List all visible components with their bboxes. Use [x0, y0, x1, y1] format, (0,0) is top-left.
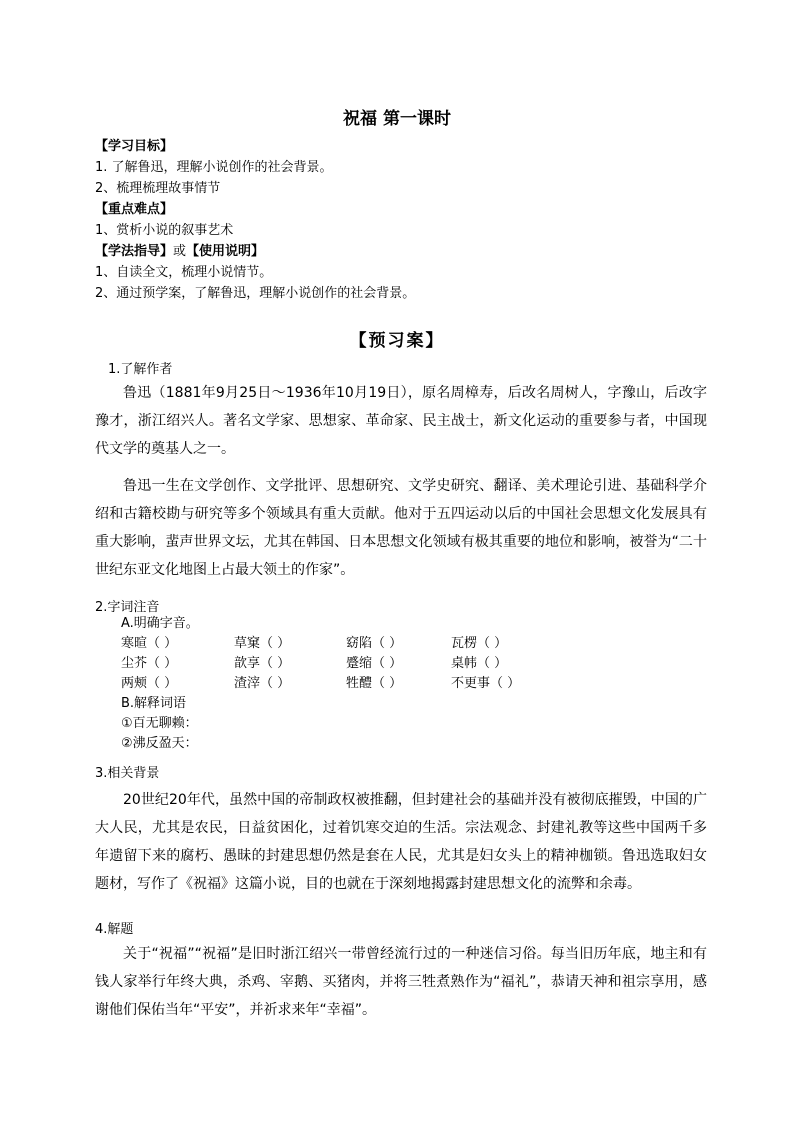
difficulty-label: 【重点难点】: [95, 202, 174, 217]
title-explain-text: 关于“祝福”“祝福”是旧时浙江绍兴一带曾经流行过的一种迷信习俗。每当旧历年底，地主和有钱人家举行年终大典，杀鸡、宰鹅、买猪肉，并将三牲煮熟作为“福礼”，恭请天神和祖宗享用，感谢他们保佑当年“平安”，并祈求来年“幸福”。: [95, 946, 707, 1018]
author-paragraph-1: [95, 379, 707, 463]
vocab-row: [121, 634, 508, 654]
vocab-heading: 2.字词注音: [95, 600, 160, 615]
vocab-row: [121, 674, 521, 694]
vocab-cell: 牲醴（ ）: [346, 676, 403, 691]
difficulty-item: 1、赏析小说的叙事艺术: [95, 223, 234, 238]
method-heading: [95, 241, 415, 262]
vocab-cell: 窈陷（ ）: [346, 636, 403, 651]
method-label-b: 【使用说明】: [186, 244, 265, 259]
vocab-cell: 蹙缩（ ）: [346, 656, 403, 671]
background-heading: 3.相关背景: [95, 766, 160, 781]
vocab-term: ①百无聊赖：: [121, 716, 198, 731]
objective-item: 2、梳理梳理故事情节: [95, 181, 221, 196]
method-item: 1、自读全文，梳理小说情节。: [95, 265, 273, 280]
objectives-label: 【学习目标】: [95, 139, 174, 154]
background-text: 20世纪20年代，虽然中国的帝制政权被推翻，但封建社会的基础并没有被彻底摧毁，中国的广大人民，尤其是农民，日益贫困化，过着饥寒交迫的生活。宗法观念、封建礼教等这些中国两千多年遗留下来的腐朽、愚昧的封建思想仍然是套在人民，尤其是妇女头上的精神枷锁。鲁迅选取妇女题材，写作了《祝福》这篇小说，目的也就在于深刻地揭露封建思想文化的流弊和余毒。: [95, 792, 707, 892]
vocab-cell: 瓦楞（ ）: [451, 636, 508, 651]
learning-objectives: [95, 136, 415, 304]
background-paragraph: [95, 786, 707, 898]
author-paragraph-2: [95, 472, 707, 584]
vocab-cell: 寒暄（ ）: [121, 636, 178, 651]
vocab-sub-a: A.明确字音。: [121, 616, 199, 631]
author-text-1: 鲁迅（1881年9月25日～1936年10月19日），原名周樟寿，后改名周树人，字豫山，后改字豫才，浙江绍兴人。著名文学家、思想家、革命家、民主战士，新文化运动的重要参与者，中国现代文学的奠基人之一。: [95, 385, 707, 457]
preview-heading: 【预习案】: [349, 331, 445, 351]
vocab-sub-b: B.解释词语: [121, 696, 187, 711]
objective-item: 1. 了解鲁迅，理解小说创作的社会背景。: [95, 160, 333, 175]
vocab-cell: 草窠（ ）: [234, 636, 291, 651]
method-connector: 或: [173, 244, 187, 259]
author-heading: 1.了解作者: [108, 362, 173, 377]
method-label-a: 【学法指导】: [95, 244, 174, 259]
title-explain-paragraph: [95, 940, 707, 1024]
vocab-term: ②沸反盈天：: [121, 736, 198, 751]
page-title: 祝福 第一课时: [343, 109, 451, 129]
vocab-cell: 歆享（ ）: [234, 656, 291, 671]
vocab-cell: 不更事（ ）: [451, 676, 521, 691]
vocab-cell: 渣滓（ ）: [234, 676, 291, 691]
vocab-cell: 两颊（ ）: [121, 676, 178, 691]
author-text-2: 鲁迅一生在文学创作、文学批评、思想研究、文学史研究、翻译、美术理论引进、基础科学介绍和古籍校勘与研究等多个领域具有重大贡献。他对于五四运动以后的中国社会思想文化发展具有重大影响，蜚声世界文坛，尤其在韩国、日本思想文化领域有极其重要的地位和影响，被誉为“二十世纪东亚文化地图上占最大领土的作家”。: [95, 478, 707, 578]
method-item: 2、通过预学案，了解鲁迅，理解小说创作的社会背景。: [95, 286, 416, 301]
vocab-section: [121, 614, 521, 754]
title-explain-heading: 4.解题: [95, 922, 134, 937]
vocab-row: [121, 654, 508, 674]
vocab-cell: 尘芥（ ）: [121, 656, 178, 671]
vocab-cell: 桌帏（ ）: [451, 656, 508, 671]
